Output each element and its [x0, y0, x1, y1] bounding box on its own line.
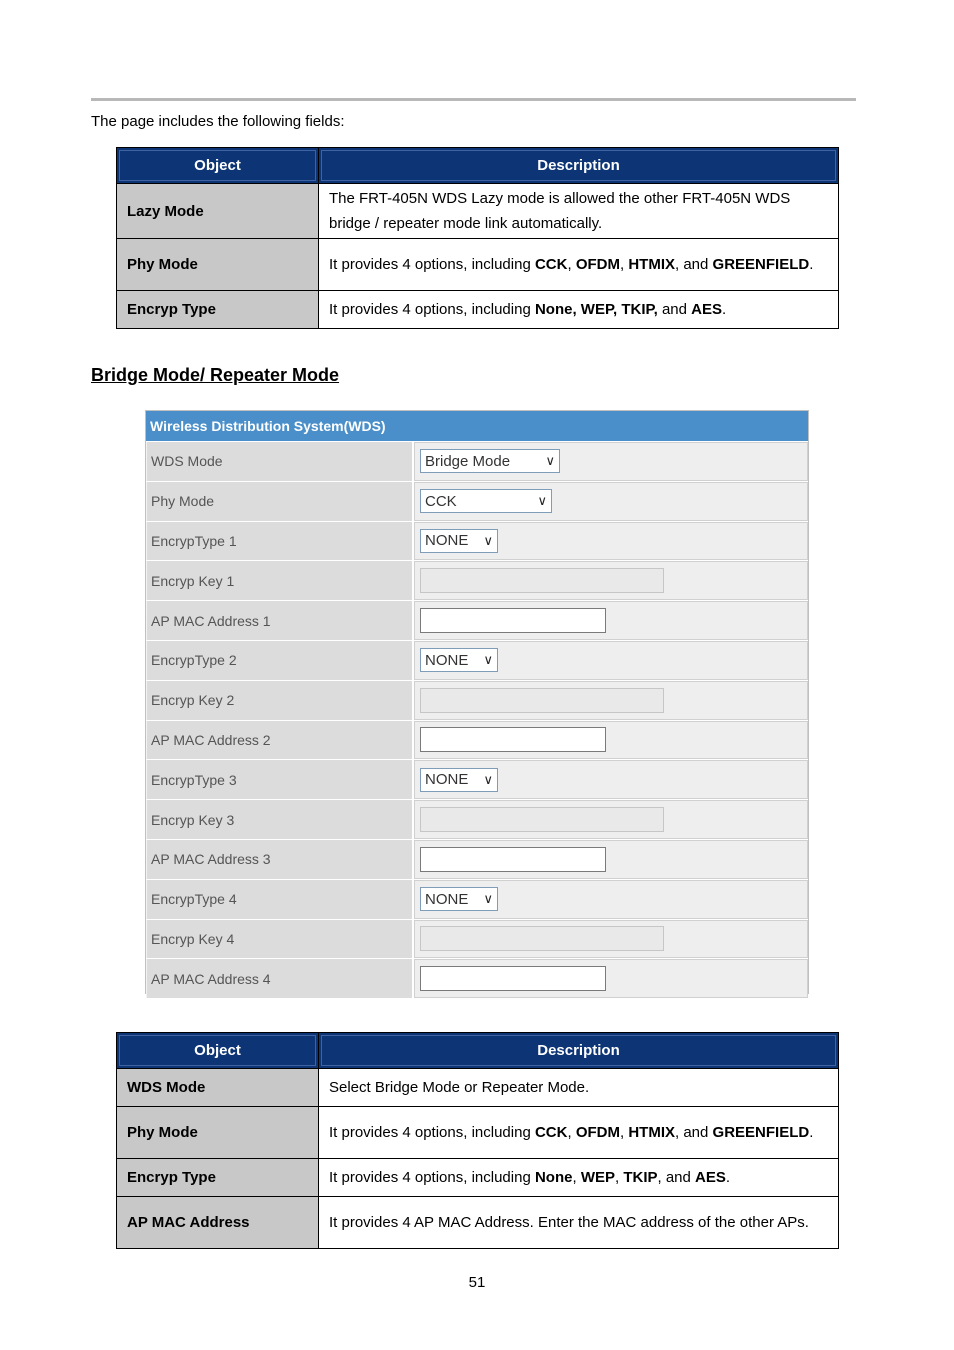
wds-field-label: EncrypType 3 — [146, 760, 414, 799]
wds-field-control — [414, 760, 808, 799]
wds-field-control — [414, 561, 808, 600]
wds-row — [146, 681, 808, 721]
section-title: Bridge Mode/ Repeater Mode — [91, 365, 340, 385]
page-number: 51 — [468, 1274, 486, 1291]
table-row — [117, 184, 839, 239]
wds-field-control — [414, 522, 808, 561]
wds-field-label: AP MAC Address 3 — [146, 840, 414, 879]
description-text: , and — [675, 1124, 713, 1141]
description-text: It provides 4 options, including — [329, 1169, 535, 1186]
ap-mac-address-3-field[interactable] — [420, 847, 606, 872]
description-text: The FRT-405N WDS Lazy mode is allowed the other FRT-405N WDS bridge / repeater mode link automatically. — [329, 190, 791, 232]
table-row — [117, 291, 839, 329]
table-row — [117, 1069, 839, 1107]
header-description: Description — [319, 1033, 839, 1069]
wds-field-label: EncrypType 1 — [146, 522, 414, 561]
encryptype-4-select[interactable] — [420, 887, 498, 911]
header-object: Object — [117, 148, 319, 184]
description-cell — [319, 1107, 839, 1159]
object-cell: Lazy Mode — [117, 184, 319, 239]
description-text: . — [809, 256, 814, 273]
fields-table-1 — [116, 147, 839, 329]
wds-field-label: EncrypType 4 — [146, 880, 414, 919]
description-text: , — [567, 1124, 576, 1141]
wds-field-control — [414, 721, 808, 760]
description-bold: WEP — [580, 1169, 615, 1186]
wds-field-control — [414, 840, 808, 879]
wds-panel-title: Wireless Distribution System(WDS) — [146, 411, 808, 442]
object-cell: Encryp Type — [117, 291, 319, 329]
wds-row — [146, 721, 808, 761]
fields-table-2 — [116, 1032, 839, 1249]
wds-field-label: EncrypType 2 — [146, 641, 414, 680]
description-text: , — [572, 1169, 581, 1186]
ap-mac-address-2-field[interactable] — [420, 727, 606, 752]
description-text: It provides 4 options, including — [329, 256, 535, 273]
wds-field-label: Encryp Key 3 — [146, 800, 414, 839]
wds-row — [146, 561, 808, 601]
table-row — [117, 1159, 839, 1197]
description-text: It provides 4 AP MAC Address. Enter the MAC address of the other APs. — [329, 1214, 809, 1231]
description-text: , and — [675, 256, 713, 273]
description-cell — [319, 1197, 839, 1249]
wds-field-control — [414, 920, 808, 959]
wds-field-control — [414, 601, 808, 640]
description-bold: TKIP — [623, 1169, 658, 1186]
description-text: , and — [657, 1169, 696, 1186]
wds-field-label: AP MAC Address 1 — [146, 601, 414, 640]
description-text: , — [619, 1124, 629, 1141]
description-bold: AES — [691, 301, 722, 318]
description-text: . — [809, 1124, 814, 1141]
description-bold: AES — [695, 1169, 726, 1186]
chevron-down-icon: ∨ — [483, 532, 493, 548]
wds-field-label: Phy Mode — [146, 482, 414, 521]
encryp-key-1-field — [420, 568, 664, 593]
description-cell — [319, 1069, 839, 1107]
description-cell — [319, 1159, 839, 1197]
description-text: , — [614, 1169, 624, 1186]
wds-row — [146, 920, 808, 960]
wds-field-control — [414, 681, 808, 720]
wds-field-label: AP MAC Address 4 — [146, 959, 414, 998]
encryptype-2-select[interactable] — [420, 648, 498, 672]
description-text: . — [725, 1169, 731, 1186]
chevron-down-icon: ∨ — [483, 771, 493, 787]
select-value: NONE — [425, 771, 469, 789]
ap-mac-address-1-field[interactable] — [420, 608, 606, 633]
description-text: It provides 4 options, including — [329, 301, 535, 318]
wds-panel — [145, 410, 809, 994]
object-cell: WDS Mode — [117, 1069, 319, 1107]
chevron-down-icon: ∨ — [483, 652, 493, 668]
wds-field-control — [414, 959, 808, 998]
select-value: NONE — [425, 890, 469, 908]
wds-field-label: Encryp Key 4 — [146, 920, 414, 959]
description-bold: None — [534, 1169, 573, 1186]
select-value: NONE — [425, 532, 469, 550]
description-text: It provides 4 options, including — [329, 1124, 535, 1141]
description-bold: HTMIX — [628, 256, 675, 273]
description-text: Select Bridge Mode or Repeater Mode. — [329, 1079, 590, 1096]
wds-field-control — [414, 442, 808, 481]
description-bold: CCK — [534, 256, 568, 273]
description-text: , — [619, 256, 629, 273]
select-value: Bridge Mode — [425, 452, 511, 470]
encryp-key-4-field — [420, 926, 664, 951]
description-bold: GREENFIELD — [712, 1124, 810, 1141]
wds-row — [146, 601, 808, 641]
description-bold: CCK — [534, 1124, 568, 1141]
header-object: Object — [117, 1033, 319, 1069]
phy-mode-select[interactable] — [420, 489, 552, 513]
description-cell — [319, 239, 839, 291]
select-value: NONE — [425, 651, 469, 669]
description-bold: OFDM — [575, 256, 620, 273]
wds-row — [146, 800, 808, 840]
chevron-down-icon: ∨ — [483, 891, 493, 907]
table-row — [117, 1197, 839, 1249]
wds-field-label: Encryp Key 2 — [146, 681, 414, 720]
top-rule — [91, 98, 856, 101]
table-row — [117, 1107, 839, 1159]
header-description: Description — [319, 148, 839, 184]
wds-field-label: Encryp Key 1 — [146, 561, 414, 600]
wds-field-control — [414, 800, 808, 839]
intro-text: The page includes the following fields: — [91, 113, 345, 130]
encryp-key-3-field — [420, 807, 664, 832]
wds-row — [146, 760, 808, 800]
wds-row — [146, 840, 808, 880]
wds-field-control — [414, 482, 808, 521]
description-bold: GREENFIELD — [712, 256, 810, 273]
wds-row — [146, 482, 808, 522]
ap-mac-address-4-field[interactable] — [420, 966, 606, 991]
description-bold: HTMIX — [628, 1124, 675, 1141]
wds-row — [146, 880, 808, 920]
object-cell: Phy Mode — [117, 239, 319, 291]
select-value: CCK — [425, 492, 457, 510]
encryptype-3-select[interactable] — [420, 768, 498, 792]
wds-field-label: AP MAC Address 2 — [146, 721, 414, 760]
encryptype-1-select[interactable] — [420, 529, 498, 553]
object-cell: Encryp Type — [117, 1159, 319, 1197]
chevron-down-icon: ∨ — [545, 453, 555, 469]
description-bold: OFDM — [575, 1124, 620, 1141]
encryp-key-2-field — [420, 688, 664, 713]
wds-row — [146, 959, 808, 999]
table-row — [117, 239, 839, 291]
wds-row — [146, 641, 808, 681]
wds-field-control — [414, 880, 808, 919]
wds-mode-select[interactable] — [420, 449, 560, 473]
wds-row — [146, 522, 808, 562]
object-cell: AP MAC Address — [117, 1197, 319, 1249]
description-text: . — [722, 301, 727, 318]
wds-row — [146, 442, 808, 482]
chevron-down-icon: ∨ — [537, 493, 547, 509]
wds-field-label: WDS Mode — [146, 442, 414, 481]
description-cell — [319, 291, 839, 329]
description-bold: None, WEP, TKIP, — [534, 301, 658, 318]
wds-field-control — [414, 641, 808, 680]
object-cell: Phy Mode — [117, 1107, 319, 1159]
description-cell — [319, 184, 839, 239]
description-text: , — [567, 256, 576, 273]
description-text: and — [657, 301, 692, 318]
